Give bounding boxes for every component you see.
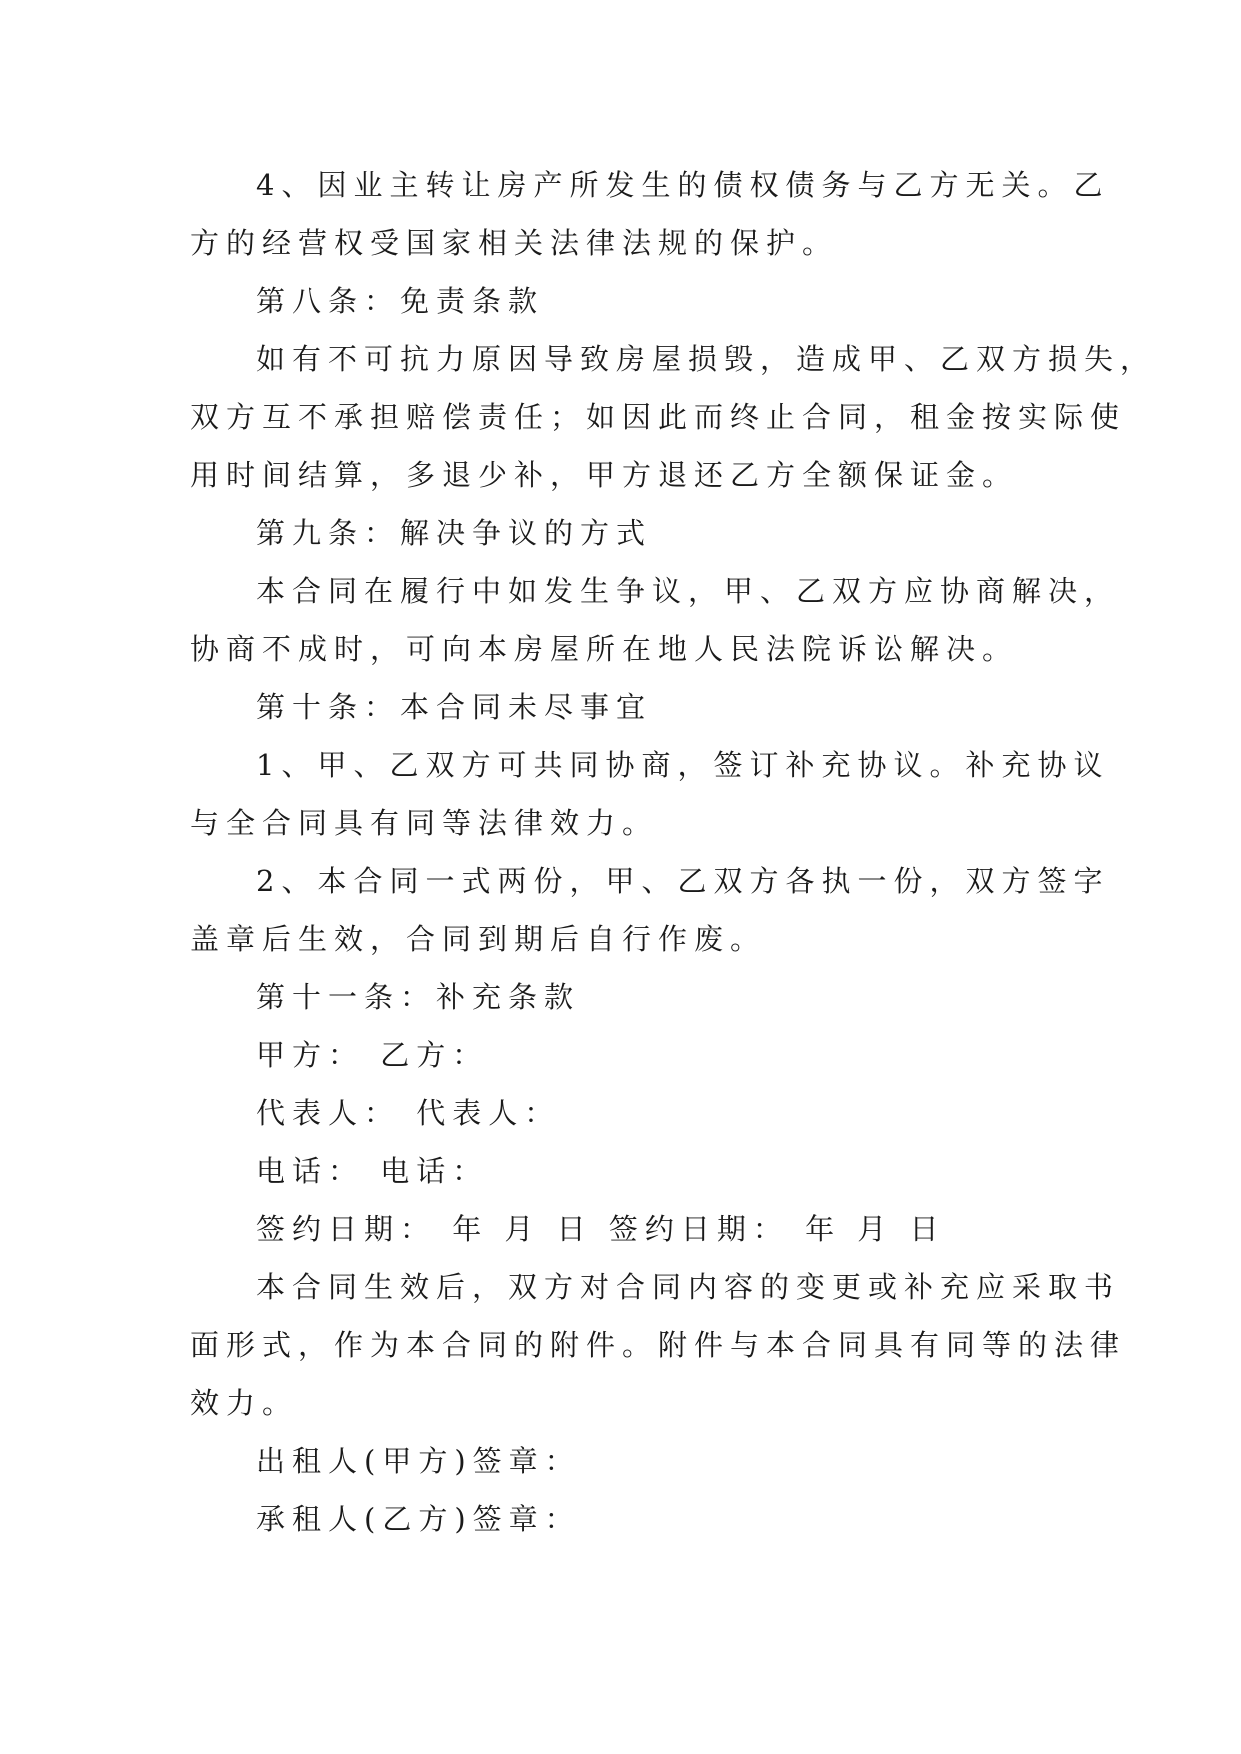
paragraph-line: 本合同在履行中如发生争议，甲、乙双方应协商解决， [256, 574, 1121, 608]
paragraph-line: 效力。 [190, 1386, 299, 1420]
paragraph-line: 面形式，作为本合同的附件。附件与本合同具有同等的法律 [190, 1328, 1127, 1362]
document-body [190, 156, 1157, 1548]
paragraph-line: 双方互不承担赔偿责任；如因此而终止合同，租金按实际使 [190, 400, 1127, 434]
signature-field-party: 甲方： 乙方： [256, 1038, 489, 1072]
signature-field-representative: 代表人： 代表人： [256, 1096, 561, 1130]
paragraph-line: 盖章后生效，合同到期后自行作废。 [190, 922, 767, 956]
paragraph-line: 2、本合同一式两份，甲、乙双方各执一份，双方签字 [256, 864, 1110, 898]
paragraph-line: 方的经营权受国家相关法律法规的保护。 [190, 226, 839, 260]
section-heading: 第九条：解决争议的方式 [256, 516, 653, 550]
paragraph-line: 如有不可抗力原因导致房屋损毁，造成甲、乙双方损失， [256, 342, 1157, 376]
section-heading: 第十条：本合同未尽事宜 [256, 690, 653, 724]
paragraph-line: 与全合同具有同等法律效力。 [190, 806, 659, 840]
section-heading: 第十一条：补充条款 [256, 980, 581, 1014]
section-heading: 第八条：免责条款 [256, 284, 545, 318]
paragraph-line: 协商不成时，可向本房屋所在地人民法院诉讼解决。 [190, 632, 1019, 666]
lessor-signature-label: 出租人(甲方)签章： [256, 1444, 581, 1478]
paragraph-line: 4、因业主转让房产所发生的债权债务与乙方无关。乙 [256, 168, 1110, 202]
paragraph-line: 本合同生效后，双方对合同内容的变更或补充应采取书 [256, 1270, 1121, 1304]
signature-field-date: 签约日期： 年 月 日 签约日期： 年 月 日 [256, 1212, 946, 1246]
paragraph-line: 1、甲、乙双方可共同协商，签订补充协议。补充协议 [256, 748, 1110, 782]
signature-field-phone: 电话： 电话： [256, 1154, 489, 1188]
paragraph-line: 用时间结算，多退少补，甲方退还乙方全额保证金。 [190, 458, 1019, 492]
lessee-signature-label: 承租人(乙方)签章： [256, 1502, 581, 1536]
